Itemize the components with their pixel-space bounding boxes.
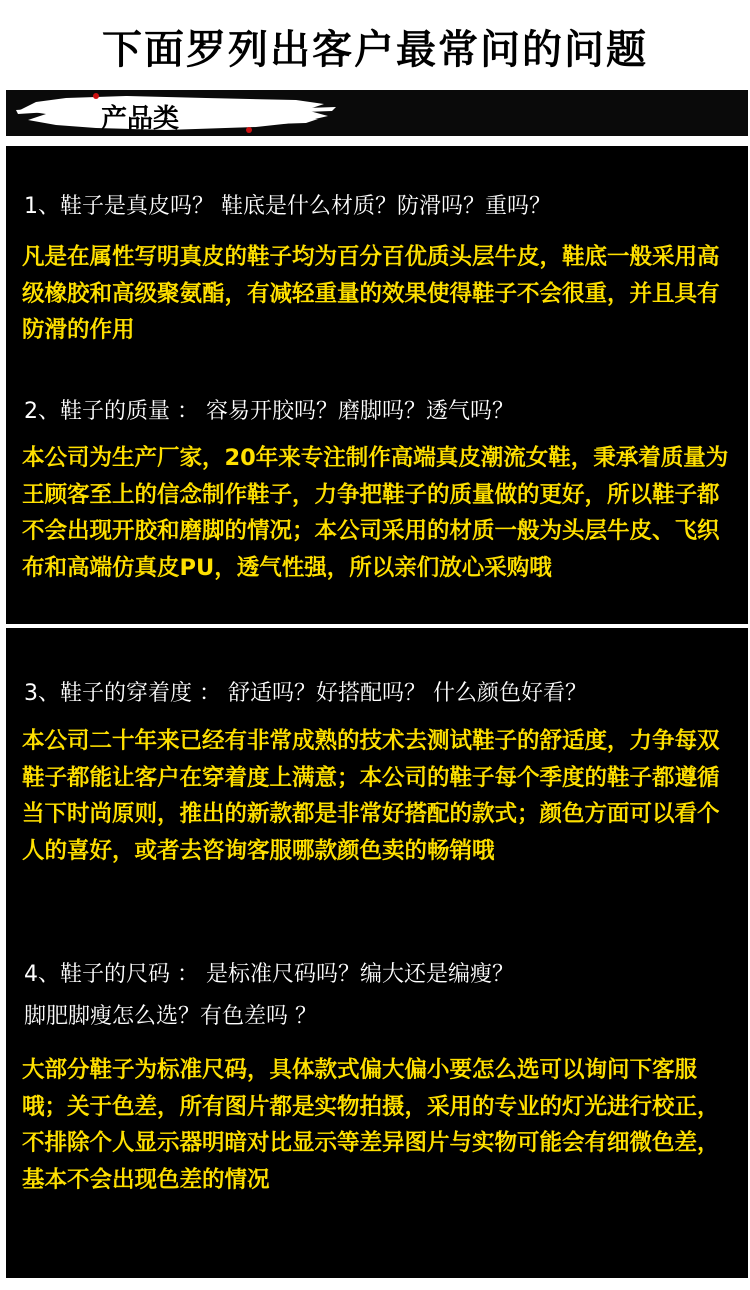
faq-question-4: 4、鞋子的尺码 ： 是标准尺码吗？编大还是编瘦？ bbox=[24, 962, 514, 987]
page-title: 下面罗列出客户最常问的问题 bbox=[102, 27, 648, 73]
red-dot-icon bbox=[93, 93, 99, 99]
red-dot-icon bbox=[246, 127, 252, 133]
faq-panel-upper bbox=[6, 146, 748, 624]
faq-answer-4: 大部分鞋子为标准尺码，具体款式偏大偏小要怎么选可以询问下客服哦；关于色差，所有图片都是实物拍摄，采用的专业的灯光进行校正，不排除个人显示器明暗对比显示等差异图片与实物可能会有细微色差，基本不会出现色差的情况 bbox=[22, 1057, 720, 1193]
faq-answer-1: 凡是在属性写明真皮的鞋子均为百分百优质头层牛皮，鞋底一般采用高级橡胶和高级聚氨酯，有减轻重量的效果使得鞋子不会很重，并且具有防滑的作用 bbox=[22, 244, 720, 343]
faq-question-3: 3、鞋子的穿着度 ： 舒适吗？好搭配吗？ 什么颜色好看？ bbox=[24, 681, 587, 706]
faq-answer-2: 本公司为生产厂家，20年来专注制作高端真皮潮流女鞋，秉承着质量为王顾客至上的信念制作鞋子，力争把鞋子的质量做的更好，所以鞋子都不会出现开胶和磨脚的情况；本公司采用的材质一般为头层牛皮、飞织布和高端仿真皮PU，透气性强，所以亲们放心采购哦 bbox=[22, 445, 729, 581]
category-banner bbox=[6, 90, 748, 136]
faq-question-2: 2、鞋子的质量 ： 容易开胶吗？磨脚吗？透气吗？ bbox=[24, 399, 514, 424]
faq-panel-lower bbox=[6, 628, 748, 1278]
category-label: 产品类 bbox=[101, 104, 180, 134]
faq-question-4-line2: 脚肥脚瘦怎么选？有色差吗 ？ bbox=[24, 1004, 317, 1029]
faq-question-1: 1、鞋子是真皮吗？ 鞋底是什么材质？防滑吗？重吗？ bbox=[24, 194, 551, 219]
faq-answer-3: 本公司二十年来已经有非常成熟的技术去测试鞋子的舒适度，力争每双鞋子都能让客户在穿着度上满意；本公司的鞋子每个季度的鞋子都遵循当下时尚原则，推出的新款都是非常好搭配的款式；颜色方面可以看个人的喜好，或者去咨询客服哪款颜色卖的畅销哦 bbox=[22, 728, 720, 864]
